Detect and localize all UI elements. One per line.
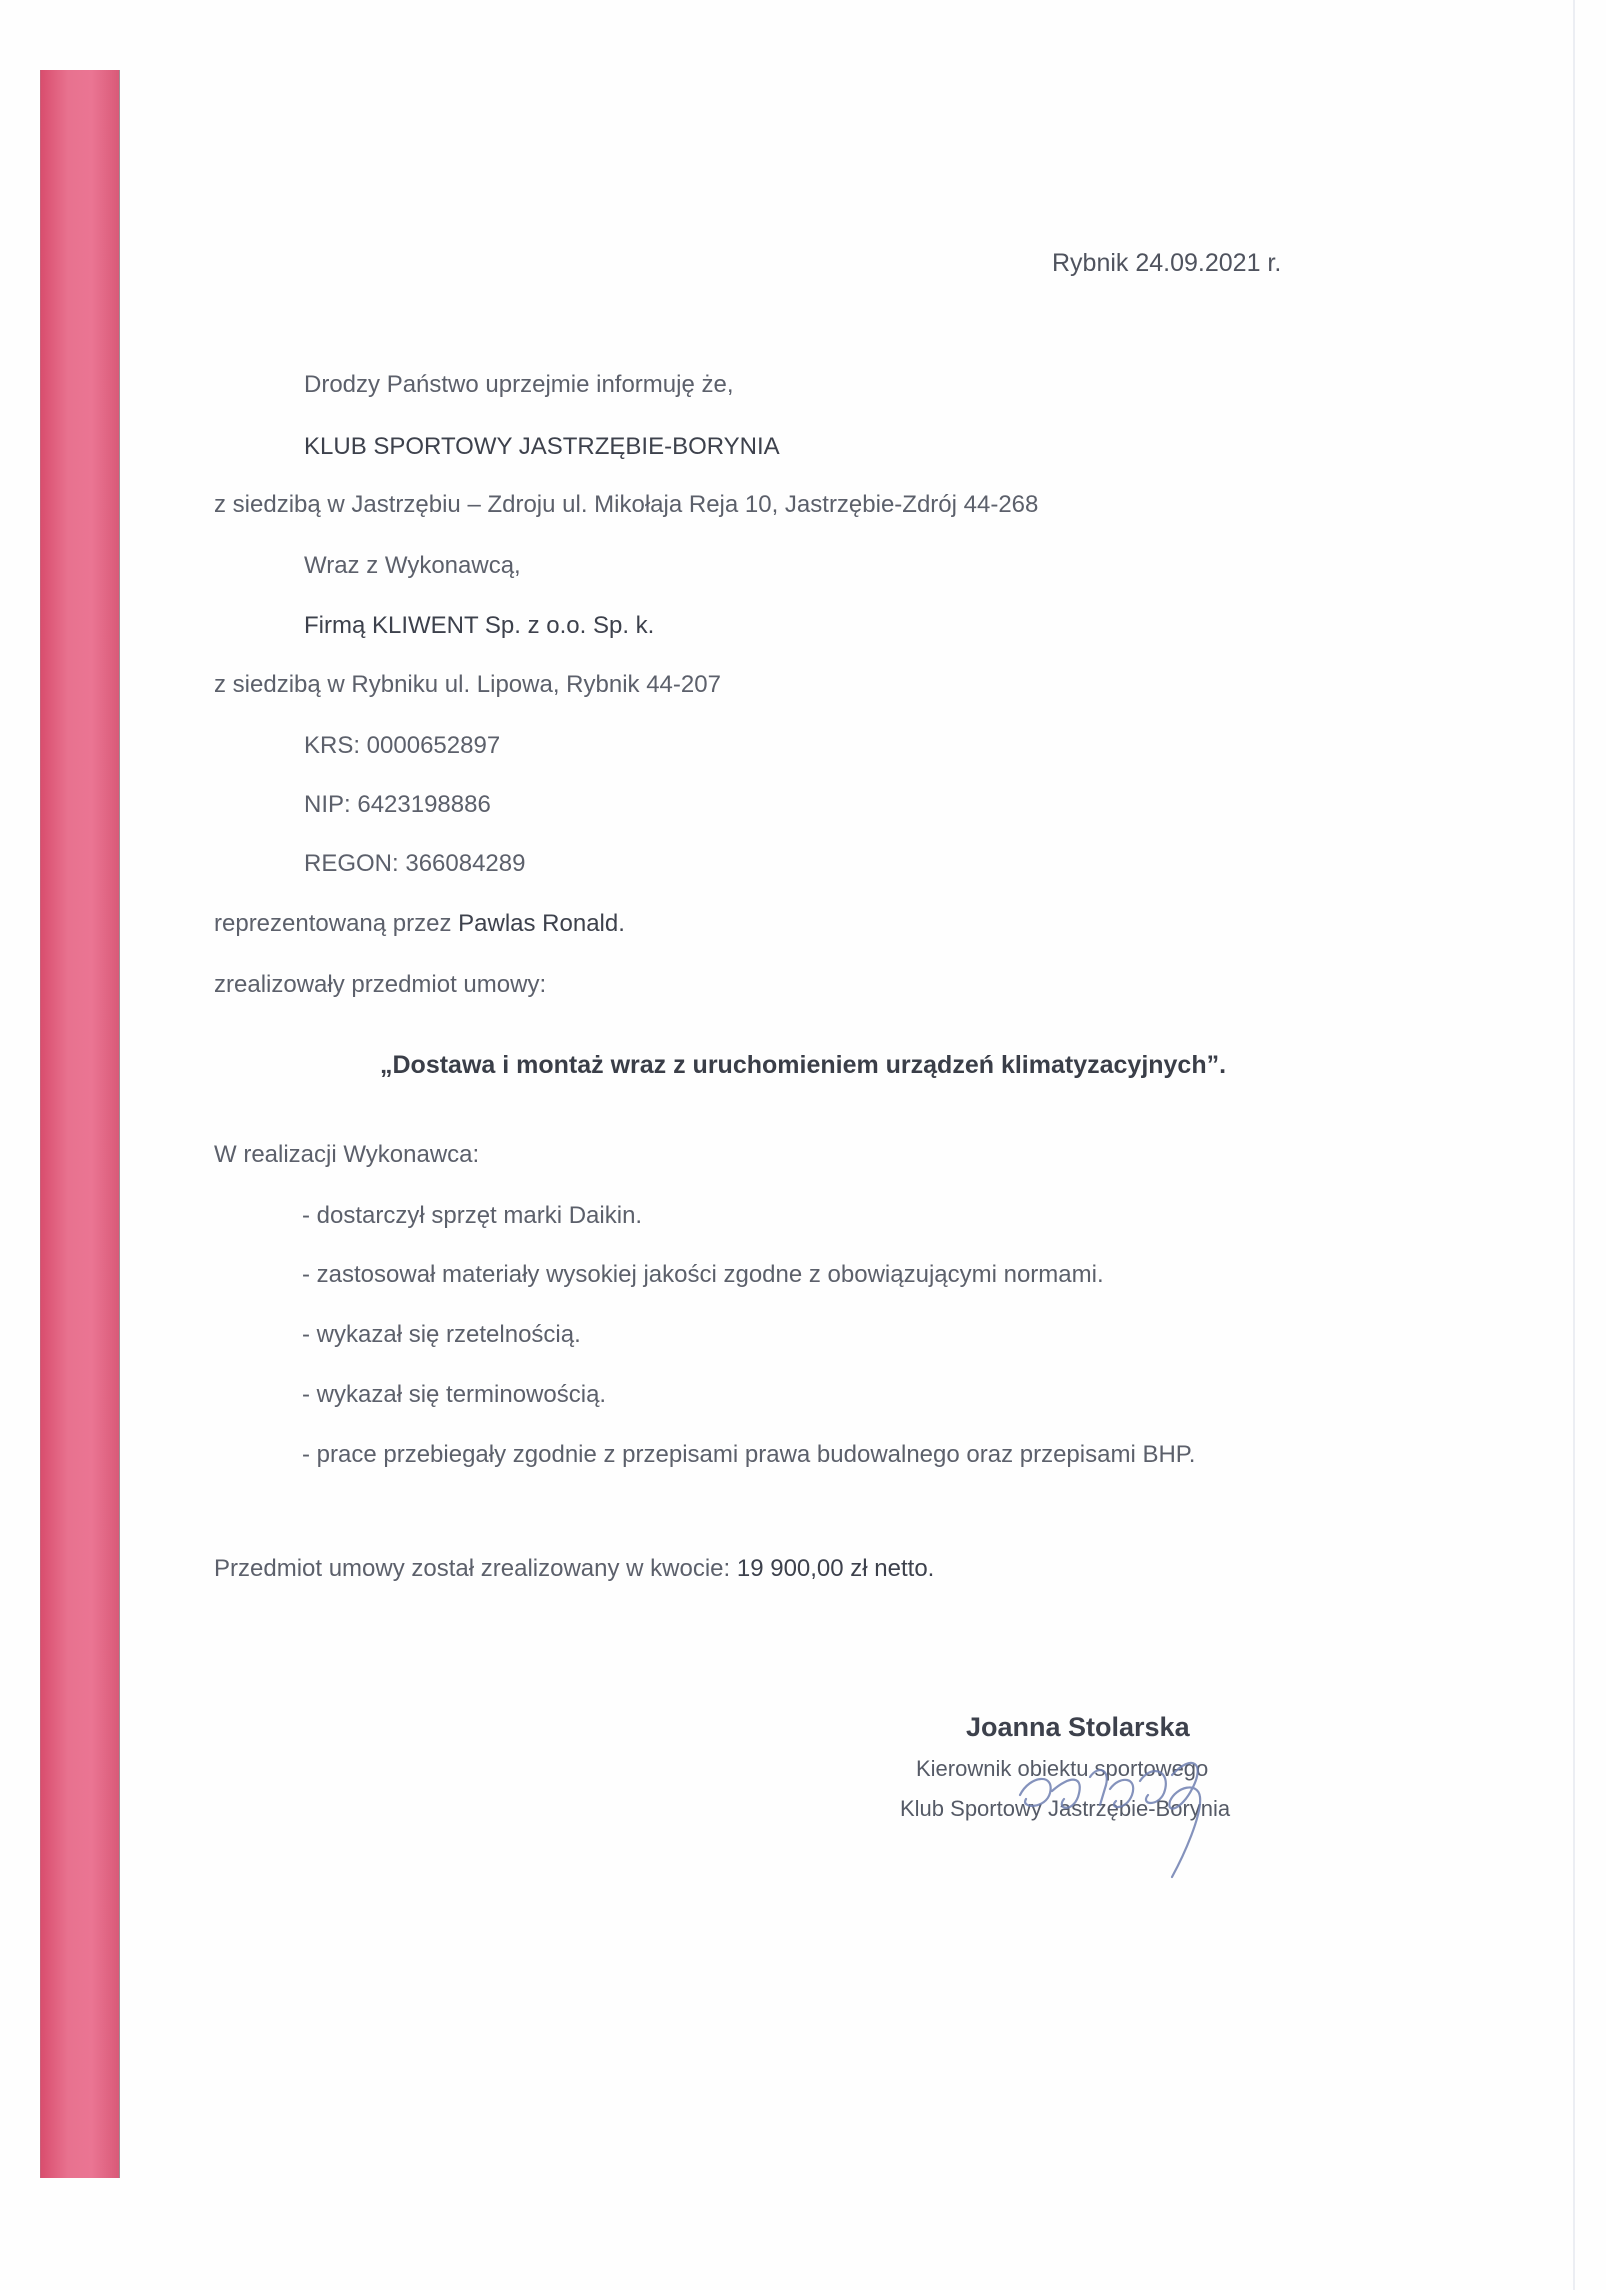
letter-date: Rybnik 24.09.2021 r. bbox=[1052, 249, 1282, 277]
represented-by-prefix: reprezentowaną przez bbox=[214, 910, 452, 937]
list-item: - prace przebiegały zgodnie z przepisami prawa budowalnego oraz przepisami BHP. bbox=[302, 1441, 1196, 1468]
scan-edge-line bbox=[1573, 0, 1575, 2290]
regon-number: REGON: 366084289 bbox=[304, 850, 526, 877]
contractor-address: z siedzibą w Rybniku ul. Lipowa, Rybnik 44-207 bbox=[214, 671, 721, 698]
signatory-name: Joanna Stolarska bbox=[966, 1712, 1190, 1742]
signatory-organization: Klub Sportowy Jastrzębie-Borynia bbox=[900, 1796, 1231, 1821]
represented-by-name: Pawlas Ronald. bbox=[458, 910, 625, 937]
contract-subject: „Dostawa i montaż wraz z uruchomieniem urządzeń klimatyzacyjnych”. bbox=[380, 1051, 1227, 1079]
contractor-name: Firmą KLIWENT Sp. z o.o. Sp. k. bbox=[304, 612, 655, 639]
list-item: - dostarczył sprzęt marki Daikin. bbox=[302, 1202, 643, 1229]
nip-number: NIP: 6423198886 bbox=[304, 791, 491, 818]
list-item: - wykazał się terminowością. bbox=[302, 1381, 607, 1408]
realized-intro: zrealizowały przedmiot umowy: bbox=[214, 971, 547, 998]
greeting: Drodzy Państwo uprzejmie informuję że, bbox=[304, 371, 734, 398]
amount-line bbox=[214, 1554, 934, 1584]
amount-value: 19 900,00 zł netto. bbox=[736, 1555, 935, 1582]
with-contractor: Wraz z Wykonawcą, bbox=[304, 552, 521, 579]
binder-stripe bbox=[40, 70, 120, 2178]
signatory-role: Kierownik obiektu sportowego bbox=[916, 1756, 1209, 1781]
list-item: - zastosował materiały wysokiej jakości zgodne z obowiązującymi normami. bbox=[302, 1261, 1104, 1288]
realization-intro: W realizacji Wykonawca: bbox=[214, 1141, 480, 1168]
club-address: z siedzibą w Jastrzębiu – Zdroju ul. Mikołaja Reja 10, Jastrzębie-Zdrój 44-268 bbox=[214, 491, 1039, 518]
handwritten-signature bbox=[960, 1705, 1260, 1885]
krs-number: KRS: 0000652897 bbox=[304, 732, 501, 759]
list-item: - wykazał się rzetelnością. bbox=[302, 1321, 581, 1348]
club-name: KLUB SPORTOWY JASTRZĘBIE-BORYNIA bbox=[304, 433, 780, 460]
amount-prefix: Przedmiot umowy został zrealizowany w kwocie: bbox=[214, 1555, 731, 1582]
represented-by bbox=[214, 909, 625, 939]
